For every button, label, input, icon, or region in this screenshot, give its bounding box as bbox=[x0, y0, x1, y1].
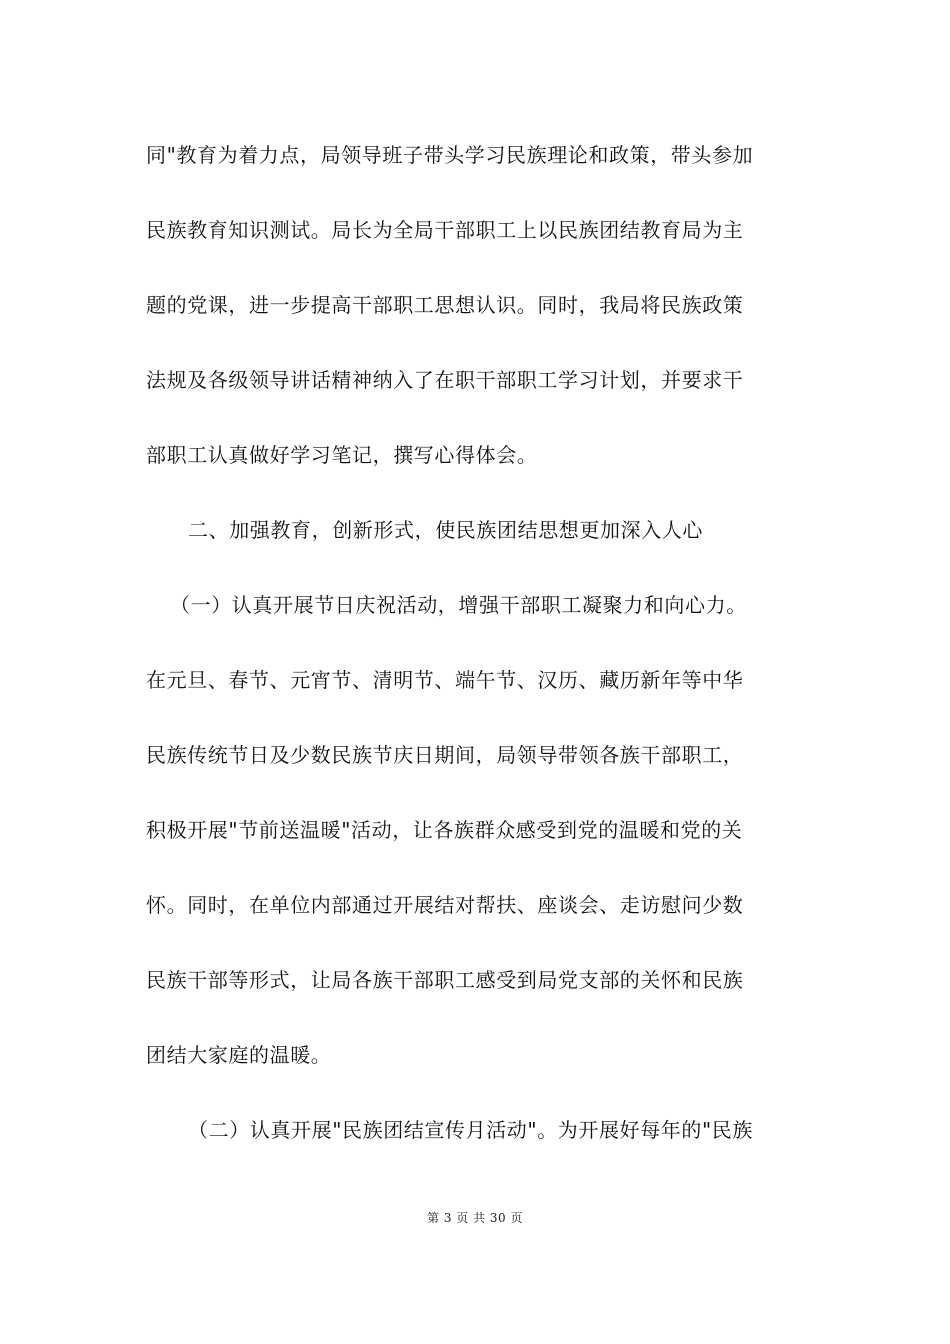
body-line-8: 在元旦、春节、元宵节、清明节、端午节、汉历、藏历新年等中华 bbox=[146, 668, 744, 692]
subsection-heading-1: （一）认真开展节日庆祝活动，增强干部职工凝聚力和向心力。 bbox=[170, 593, 747, 617]
subsection-heading-2: （二）认真开展"民族团结宣传月活动"。为开展好每年的"民族 bbox=[188, 1118, 753, 1142]
section-heading: 二、加强教育，创新形式，使民族团结思想更加深入人心 bbox=[188, 518, 703, 542]
body-line-3: 题的党课，进一步提高干部职工思想认识。同时，我局将民族政策 bbox=[146, 293, 744, 317]
body-line-10: 积极开展"节前送温暖"活动，让各族群众感受到党的温暖和党的关 bbox=[146, 818, 743, 842]
body-line-5: 部职工认真做好学习笔记，撰写心得体会。 bbox=[146, 443, 538, 467]
body-line-13: 团结大家庭的温暖。 bbox=[146, 1043, 332, 1067]
body-line-11: 怀。同时，在单位内部通过开展结对帮扶、座谈会、走访慰问少数 bbox=[146, 893, 744, 917]
page-number-footer: 第 3 页 共 30 页 bbox=[427, 1211, 523, 1225]
body-line-9: 民族传统节日及少数民族节庆日期间，局领导带领各族干部职工， bbox=[146, 743, 744, 767]
body-line-2: 民族教育知识测试。局长为全局干部职工上以民族团结教育局为主 bbox=[146, 218, 744, 242]
body-line-1: 同"教育为着力点，局领导班子带头学习民族理论和政策，带头参加 bbox=[146, 143, 754, 167]
body-line-4: 法规及各级领导讲话精神纳入了在职干部职工学习计划，并要求干 bbox=[146, 368, 744, 392]
body-line-12: 民族干部等形式，让局各族干部职工感受到局党支部的关怀和民族 bbox=[146, 968, 744, 992]
